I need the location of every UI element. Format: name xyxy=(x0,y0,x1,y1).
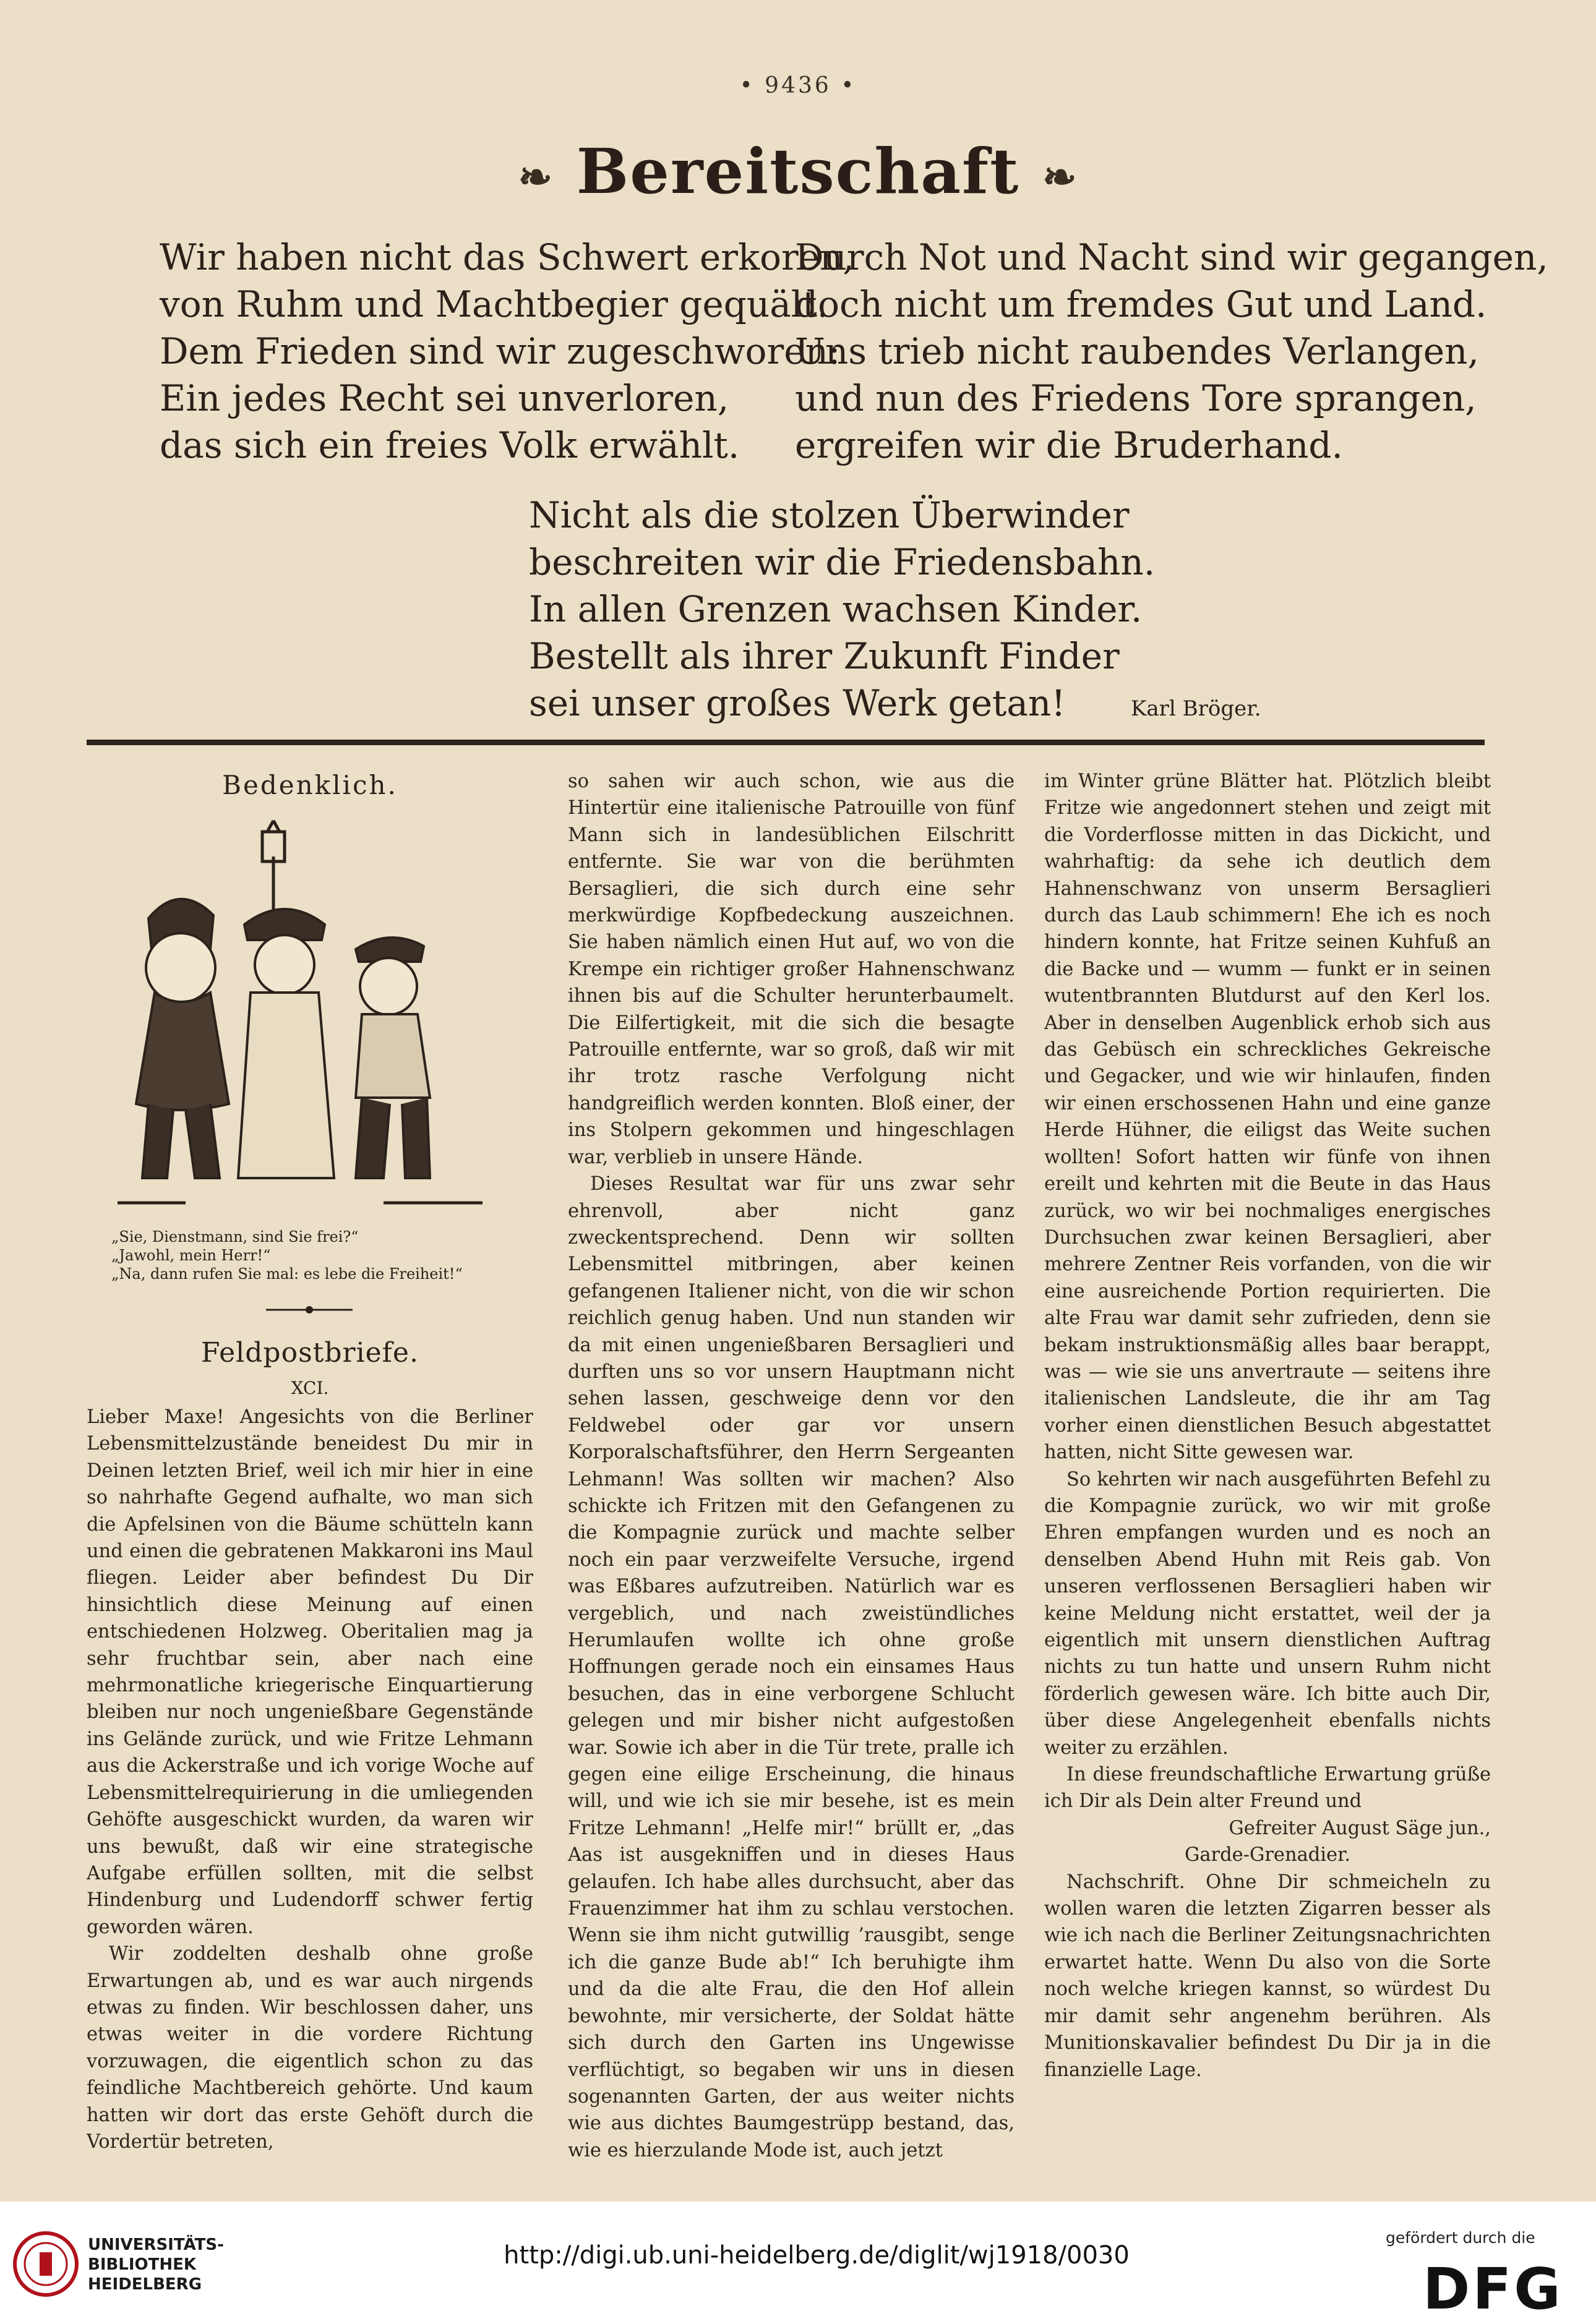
poem-line: sei unser großes Werk getan! xyxy=(529,682,1066,724)
caption-line: „Na, dann rufen Sie mal: es lebe die Freiheit!“ xyxy=(111,1265,463,1283)
cartoon-caption xyxy=(111,1228,463,1283)
poem-author: Karl Bröger. xyxy=(1131,696,1261,721)
dfg-logo: DFG xyxy=(1423,2256,1563,2322)
poem-line: beschreiten wir die Friedensbahn. xyxy=(529,541,1156,583)
library-name-line: UNIVERSITÄTS- xyxy=(88,2236,224,2254)
poem-line: In allen Grenzen wachsen Kinder. xyxy=(529,588,1143,630)
poem-line: und nun des Friedens Tore sprangen, xyxy=(795,377,1477,419)
library-name xyxy=(88,2235,224,2294)
library-name-line: HEIDELBERG xyxy=(88,2275,202,2294)
poem-stanza-3 xyxy=(529,492,1155,727)
section-divider xyxy=(87,740,1485,745)
postscript: Nachschrift. Ohne Dir schmeicheln zu wollen waren die letzten Zigarren besser als wie ich nach die Berliner Zeitungsnachrichten erwartet hatte. Wenn Du also von die Sorte noch welche kriegen kannst, so würdest Du mir damit sehr angenehm berühren. Als Munitionskavalier befindest Du Dir ja in die finanzielle Lage. xyxy=(1044,1871,1491,2081)
paragraph: Wir zoddelten deshalb ohne große Erwartungen ab, und es war auch nirgends etwas zu finden. Wir beschlossen daher, uns etwas weiter in die vordere Richtung vorzuwagen, die eigentlich schon zu das feindliche Machtbereich gehörte. Und kaum hatten wir dort das erste Gehöft durch die Vordertür betreten, xyxy=(87,1943,533,2153)
caption-line: „Sie, Dienstmann, sind Sie frei?“ xyxy=(111,1228,359,1245)
cartoon-title: Bedenklich. xyxy=(222,770,398,800)
poem-stanza-1 xyxy=(160,234,854,469)
page-number: • 9436 • xyxy=(739,73,857,98)
poem-line: Ein jedes Recht sei unverloren, xyxy=(160,377,729,419)
paragraph: so sahen wir auch schon, wie aus die Hintertür eine italienische Patrouille von fünf Mann sich in landesüblichen Eilschritt entfernte. Sie war von die berühmten Bersaglieri, die sich durch eine sehr merkwürdige Kopfbedeckung auszeichnen. Sie haben nämlich einen Hut auf, wo von die Krempe ein richtiger großer Hahnenschwanz ihnen bis auf die Schulter herunterbaumelt. Die Eilfertigkeit, mit die sich die besagte Patrouille entfernte, war so groß, daß wir mit ihr trotz rasche Verfolgung nicht handgreiflich werden konnten. Bloß einer, der ins Stolpern gekommen und hingeschlagen war, verblieb in unsere Hände. xyxy=(568,771,1015,1168)
poem-line: Bestellt als ihrer Zukunft Finder xyxy=(529,635,1120,677)
poem-line: Nicht als die stolzen Überwinder xyxy=(529,494,1130,536)
article-column-2 xyxy=(568,768,1015,2164)
poem-title: Bereitschaft xyxy=(576,135,1020,208)
poem-line: Durch Not und Nacht sind wir gegangen, xyxy=(795,236,1548,278)
poem-line: doch nicht um fremdes Gut und Land. xyxy=(795,283,1487,325)
paragraph: So kehrten wir nach ausgeführten Befehl zu die Kompagnie zurück, wo wir mit große Ehren empfangen wurden und es noch an denselben Abend Huhn mit Reis gab. Von unseren verflossenen Bersaglieri haben wir keine Meldung nicht erstattet, weil der ja eigentlich mit unsern dienstlichen Auftrag nichts zu tun hatte und unsern Ruhm nicht förderlich gewesen wäre. Ich bitte auch Dir, über diese Angelegenheit ebenfalls nichts weiter zu erzählen. xyxy=(1044,1468,1491,1759)
poem-stanza-2 xyxy=(795,234,1548,469)
ornament-divider-icon xyxy=(266,1304,353,1316)
ornament-left-icon: ❧ xyxy=(518,153,554,202)
caption-line: „Jawohl, mein Herr!“ xyxy=(111,1247,271,1264)
article-column-1 xyxy=(87,1404,533,2155)
article-title: Feldpostbriefe. xyxy=(201,1337,419,1369)
paragraph: In diese freundschaftliche Erwartung grüße ich Dir als Dein alter Freund und xyxy=(1044,1764,1491,1813)
source-url-link[interactable]: http://digi.ub.uni-heidelberg.de/diglit/wj1918/0030 xyxy=(504,2241,1130,2270)
signature: Gefreiter August Säge jun., xyxy=(1229,1817,1491,1839)
article-number: XCI. xyxy=(291,1378,329,1398)
paragraph: Lieber Maxe! Angesichts von die Berliner Lebensmittelzustände beneidest Du mir in Deinen letzten Brief, weil ich mir hier in eine so nahrhafte Gegend aufhalte, wo man sich die Apfelsinen von die Bäume schütteln kann und einen die gebratenen Makkaroni ins Maul fliegen. Leider aber befindest Du Dir hinsichtlich diese Meinung auf einen entschiedenen Holzweg. Oberitalien mag ja sehr fruchtbar sein, aber nach eine mehrmonatliche kriegerische Einquartierung bleiben nur noch ungenießbare Gegenstände ins Gelände zurück, und wie Fritze Lehmann aus die Ackerstraße und ich vorige Woche auf Lebensmittelrequirierung in die umliegenden Gehöfte ausgeschickt wurden, da waren wir uns bewußt, daß wir eine strategische Aufgabe erfüllen sollten, mit die selbst Hindenburg und Ludendorff schwer fertig geworden wären. xyxy=(87,1406,533,1938)
poem-line: Wir haben nicht das Schwert erkoren, xyxy=(160,236,854,278)
paragraph: Dieses Resultat war für uns zwar sehr ehrenvoll, aber nicht ganz zweckentsprechend. Denn wir sollten Lebensmittel mitbringen, aber keinen gefangenen Italiener nicht, von die wir schon reichlich genug haben. Und nun standen wir da mit einen ungenießbaren Bersaglieri und durften uns so vor unsern Hauptmann nicht sehen lassen, geschweige denn vor den Feldwebel oder gar vor unsern Korporalschaftsführer, den Herrn Sergeanten Lehmann! Was sollten wir machen? Also schickte ich Fritzen mit den Gefangenen zu die Kompagnie zurück und machte selber noch ein paar verzweifelte Versuche, irgend was Eßbares aufzutreiben. Natürlich war es vergeblich, und nach zweistündliches Herumlaufen wollte ich ohne große Hoffnungen gerade noch ein einsames Haus besuchen, das in eine verborgene Schlucht gelegen und mir bisher nicht aufgestoßen war. Sowie ich aber in die Tür trete, pralle ich gegen eine eilige Erscheinung, die hinaus will, und wie ich sie mir besehe, ist es mein Fritze Lehmann! „Helfe mir!“ brüllt er, „das Aas ist ausgekniffen und in dieses Haus gelaufen. Ich habe alles durchsucht, aber das Frauenzimmer hat ihm zu schlau verstochen. Wenn sie ihm nicht gutwillig ’rausgibt, senge ich die ganze Bude ab!“ Ich beruhigte ihm und da die alte Frau, die den Hof allein bewohnte, mir versicherte, der Soldat hätte sich durch den Garten ins Ungewisse verflüchtigt, so begaben wir uns in diesen sogenannten Garten, der aus weiter nichts wie aus dichtes Baumgestrüpp bestand, das, wie es hierzulande Mode ist, auch jetzt xyxy=(568,1173,1015,2161)
poem-line: Dem Frieden sind wir zugeschworen: xyxy=(160,330,841,372)
ornament-right-icon: ❧ xyxy=(1042,153,1078,202)
paragraph: im Winter grüne Blätter hat. Plötzlich bleibt Fritze wie angedonnert stehen und zeigt mit die Vorderflosse mitten in das Dickicht, und wahrhaftig: da sehe ich deutlich dem Hahnenschwanz von unserm Bersaglieri durch das Laub schimmern! Ehe ich es noch hindern konnte, hat Fritze seinen Kuhfuß an die Backe und — wumm — funkt er in seinen wutentbrannten Blutdurst auf den Kerl los. Aber in denselben Augenblick erhob sich aus das Gebüsch ein schreckliches Gekreische und Gegacker, und wie wir hinlaufen, finden wir einen erschossenen Hahn und eine ganze Herde Hühner, die eiligst das Weite suchen wollten! Sofort hatten wir fünfe von ihnen ereilt und kehrten mit die Beute in das Haus zurück, wo wir bei nochmaliges energisches Durchsuchen zwar keinen Bersaglieri, aber mehrere Zentner Reis vorfanden, von die wir eine ausreichende Portion requirierten. Die alte Frau war damit sehr zufrieden, denn sie bekam instruktionsmäßig alles baar berappt, was — wie sie uns anvertraute — seitens ihre italienischen Landsleute, die ihr am Tag vorher einen dienstlichen Besuch abgestattet hatten, nicht Sitte gewesen war. xyxy=(1044,771,1491,1464)
cartoon-illustration xyxy=(111,807,507,1215)
signature-unit: Garde-Grenadier. xyxy=(1184,1844,1351,1866)
funded-by-label: gefördert durch die xyxy=(1386,2229,1535,2247)
poem-title-line xyxy=(0,135,1596,208)
university-seal-icon xyxy=(11,2230,80,2298)
poem-line: ergreifen wir die Bruderhand. xyxy=(795,424,1343,466)
poem-line: Uns trieb nicht raubendes Verlangen, xyxy=(795,330,1479,372)
poem-line: von Ruhm und Machtbegier gequält. xyxy=(160,283,829,325)
library-name-line: BIBLIOTHEK xyxy=(88,2255,197,2274)
article-column-3 xyxy=(1044,768,1491,2083)
poem-line: das sich ein freies Volk erwählt. xyxy=(160,424,740,466)
